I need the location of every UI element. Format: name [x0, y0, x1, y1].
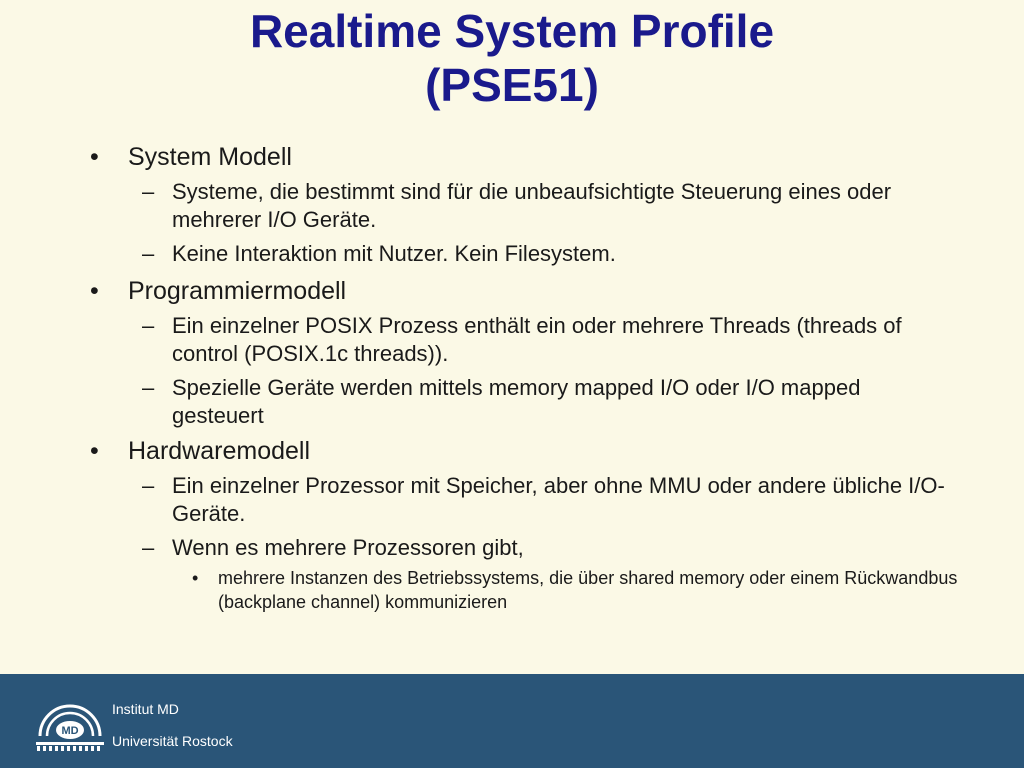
sub-bullet [142, 312, 952, 368]
sub-bullet-text: Wenn es mehrere Prozessoren gibt, [172, 535, 524, 560]
footer-university: Universität Rostock [112, 733, 233, 749]
slide-title-line2: (PSE51) [425, 59, 599, 111]
slide-title-line1: Realtime System Profile [249, 5, 775, 57]
footer-bar [0, 674, 1024, 768]
bullet-dot: • [90, 277, 99, 305]
bullet-dot: • [90, 143, 99, 171]
bullet-dash: – [142, 473, 155, 498]
sub-bullet-text: Ein einzelner Prozessor mit Speicher, aber ohne MMU oder andere übliche I/O-Geräte. [172, 473, 945, 526]
bullet-dash: – [142, 535, 155, 560]
bullet-text: Hardwaremodell [128, 437, 311, 465]
institut-md-logo-icon [34, 696, 106, 752]
bullet-dash: – [142, 375, 155, 400]
sub-bullet-text: Systeme, die bestimmt sind für die unbeaufsichtigte Steuerung eines oder mehrerer I/O Geräte. [172, 179, 892, 232]
bullet-dot: • [90, 437, 99, 465]
sub-bullet [142, 534, 952, 562]
sub-bullet-text: Keine Interaktion mit Nutzer. Kein Filesystem. [172, 241, 616, 266]
bullet-hardwaremodell [90, 436, 311, 466]
bullet-programmiermodell [90, 276, 347, 306]
bullet-system-modell [90, 142, 292, 172]
bullet-dash: – [142, 313, 155, 338]
sub-sub-bullet-text: mehrere Instanzen des Betriebssystems, die über shared memory oder einem Rückwandbus (backplane channel) kommunizieren [218, 568, 958, 612]
sub-bullet [142, 374, 952, 430]
bullet-dot: • [192, 568, 199, 588]
sub-bullet-text: Ein einzelner POSIX Prozess enthält ein oder mehrere Threads (threads of control (POSIX.1c threads)). [172, 313, 902, 366]
bullet-dash: – [142, 179, 155, 204]
slide-title [0, 4, 1024, 112]
sub-bullet-text: Spezielle Geräte werden mittels memory mapped I/O oder I/O mapped gesteuert [172, 375, 861, 428]
sub-bullet [142, 178, 952, 234]
sub-sub-bullet [192, 566, 978, 614]
sub-bullet [142, 472, 952, 528]
footer-institute: Institut MD [112, 701, 179, 717]
logo-text: MD [61, 725, 79, 737]
sub-bullet [142, 240, 952, 268]
bullet-dash: – [142, 241, 155, 266]
bullet-text: System Modell [128, 143, 292, 171]
bullet-text: Programmiermodell [128, 277, 347, 305]
